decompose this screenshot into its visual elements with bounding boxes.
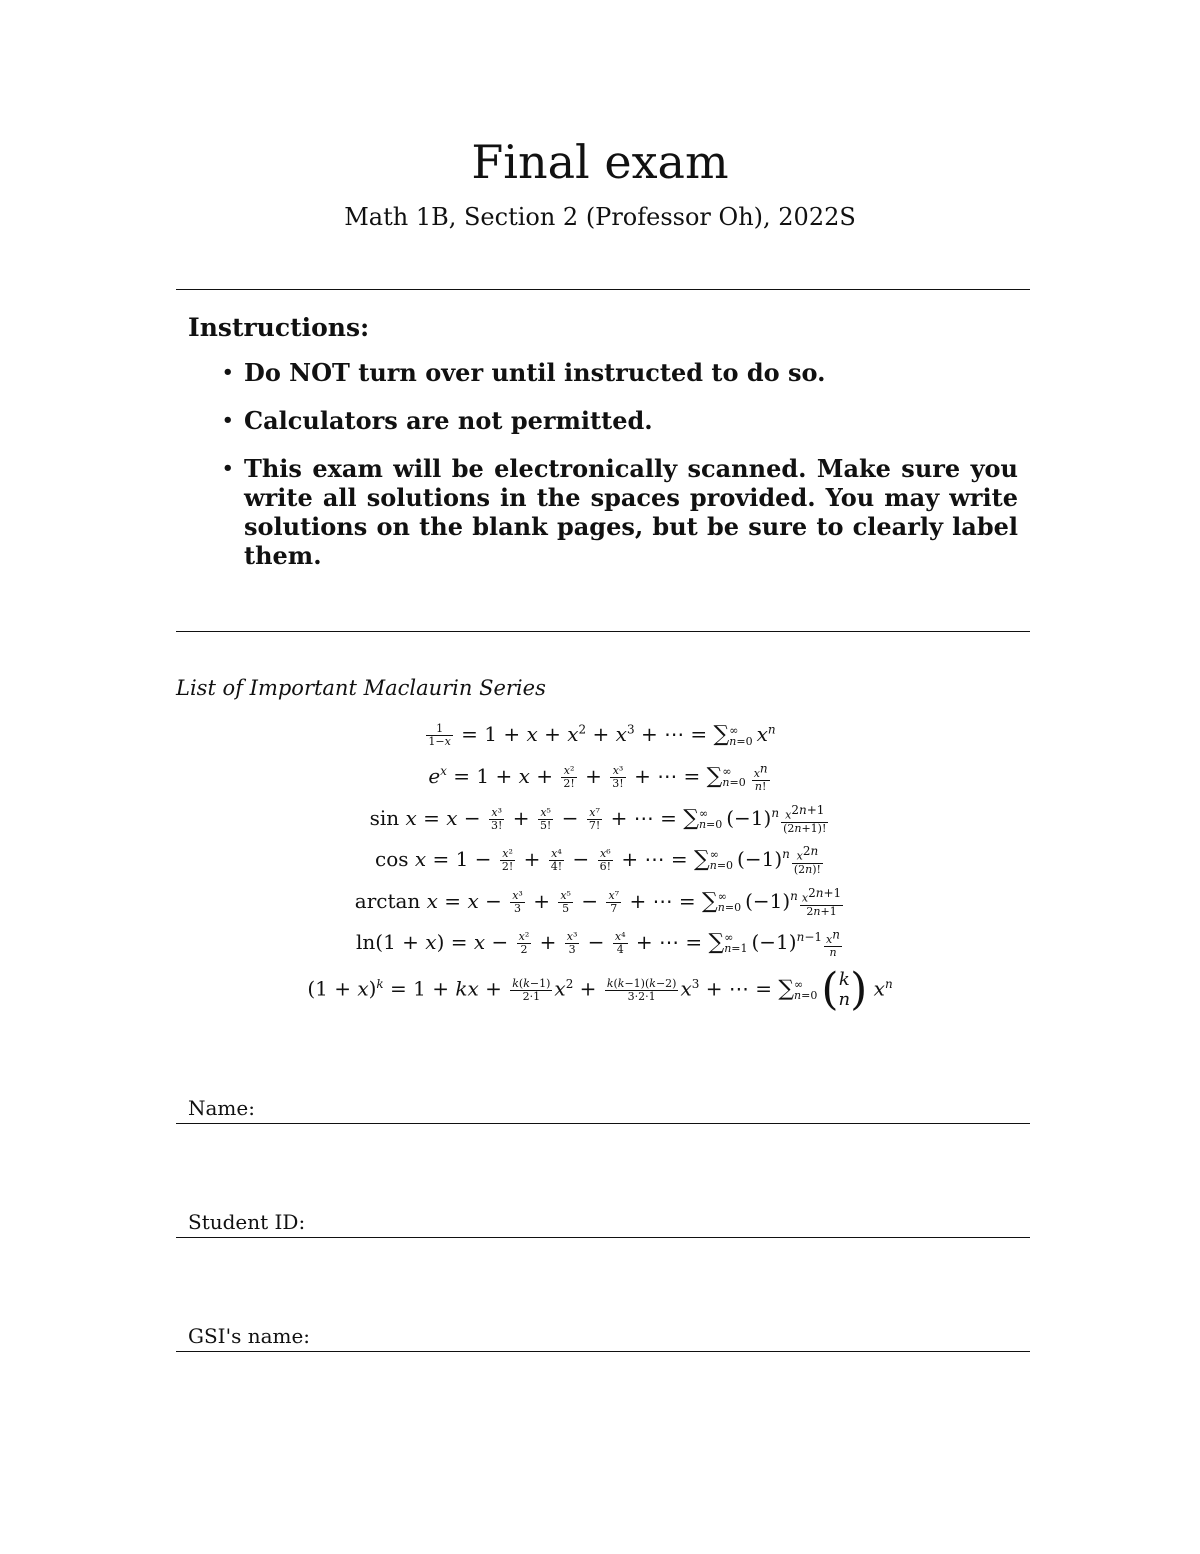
gsi-name-line[interactable] xyxy=(176,1351,1030,1352)
middle-rule xyxy=(176,631,1030,632)
name-line[interactable] xyxy=(176,1123,1030,1124)
student-id-line[interactable] xyxy=(176,1237,1030,1238)
student-id-label: Student ID: xyxy=(188,1210,306,1234)
formula-geometric: $\frac{1}{1-x}$ = $1 + x + x^2 + x^3$ + ⋯ = ∑ ∞ n=0 $x^n$ xyxy=(428,722,776,748)
formula-binomial: $(1 + x)^k = 1$ + kx + $\frac{k(k-1)}{2\cdot 1}$ $x^2$ + $\frac{k(k-1)(k-2)}{3\cdot 2\cdot 1}$ $x^3$ + ⋯ = ∑ ∞ n=0 ( k n ) $x^n$ xyxy=(307,964,893,1015)
bullet-icon: • xyxy=(222,410,234,431)
instructions-list xyxy=(188,358,1018,570)
formula-exponential: $e^x = 1 + x$ + $\frac{\text{x²}}{2!}$ + $\frac{\text{x³}}{3!}$ + ⋯ = ∑ ∞ n=0 $\frac{x^n}{n!}$ xyxy=(428,761,768,793)
series-title: List of Important Maclaurin Series xyxy=(176,676,546,700)
top-rule xyxy=(176,289,1030,290)
instruction-item: • Do NOT turn over until instructed to do so. xyxy=(222,358,826,387)
bullet-icon: • xyxy=(222,362,234,383)
instruction-item: • Calculators are not permitted. xyxy=(222,406,653,435)
formula-arctan: arctan x = x − $\frac{\text{x³}}{3}$ + $\frac{\text{x⁵}}{5}$ − $\frac{\text{x⁷}}{7}$ + ⋯ = ∑ ∞ n=0 $(-1)^n$ $\frac{x^{2n+1}}{2n+1}$ xyxy=(354,886,842,918)
instructions-heading: Instructions: xyxy=(188,313,370,342)
exam-subtitle: Math 1B, Section 2 (Professor Oh), 2022S xyxy=(344,203,856,231)
formula-cosine: cos x = 1 − $\frac{\text{x²}}{2!}$ + $\frac{\text{x⁴}}{4!}$ − $\frac{\text{x⁶}}{6!}$ + ⋯ = ∑ ∞ n=0 $(-1)^n$ $\frac{x^{2n}}{(2n)!}$ xyxy=(375,844,821,876)
instructions-block xyxy=(188,313,1018,589)
formula-log: ln(1 + x) = x − $\frac{\text{x²}}{2}$ + $\frac{\text{x³}}{3}$ − $\frac{\text{x⁴}}{4}$ + ⋯ = ∑ ∞ n=1 $(-1)^{n-1}$ $\frac{x^n}{n}$ xyxy=(356,927,840,959)
bullet-icon: • xyxy=(222,458,234,479)
name-label: Name: xyxy=(188,1096,255,1120)
gsi-name-label: GSI's name: xyxy=(188,1324,311,1348)
exam-title: Final exam xyxy=(471,135,729,189)
instruction-item: • This exam will be electronically scanned. Make sure you write all solutions in the spaces provided. You may write solutions on the blank pages, but be sure to clearly label them. xyxy=(222,454,1018,570)
formula-sine: sin x = x − $\frac{\text{x³}}{3!}$ + $\frac{\text{x⁵}}{5!}$ − $\frac{\text{x⁷}}{7!}$ + ⋯ = ∑ ∞ n=0 $(-1)^n$ $\frac{x^{2n+1}}{(2n+1)!}$ xyxy=(369,803,827,835)
